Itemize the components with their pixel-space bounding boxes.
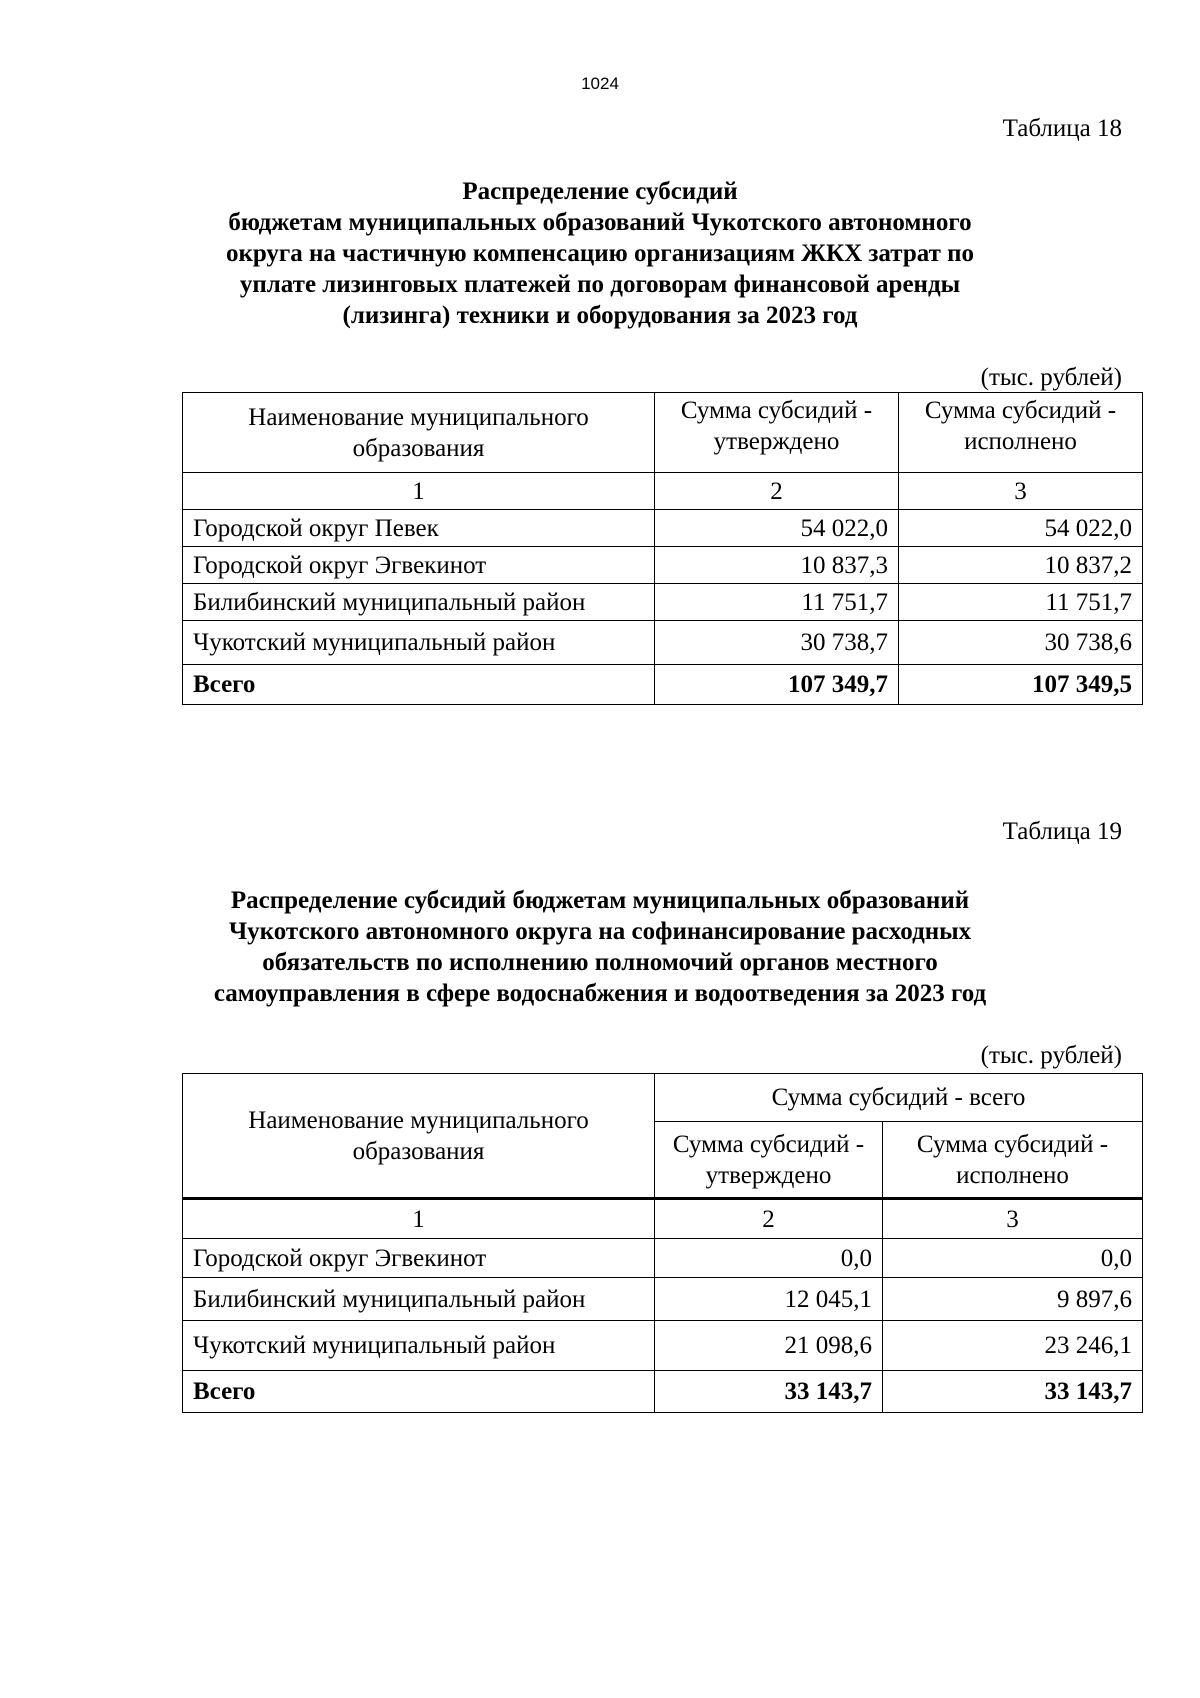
table-18-units: (тыс. рублей) xyxy=(980,364,1122,391)
row-approved: 21 098,6 xyxy=(655,1321,883,1371)
column-number: 1 xyxy=(183,473,655,510)
column-number: 1 xyxy=(183,1199,655,1239)
table-19-title-line: Чукотского автономного округа на софинансирование расходных xyxy=(228,918,972,945)
row-approved: 12 045,1 xyxy=(655,1278,883,1321)
header-approved: Сумма субсидий - утверждено xyxy=(655,1122,883,1199)
table-18-label: Таблица 18 xyxy=(1002,115,1122,142)
table-18-title-line: (лизинга) техники и оборудования за 2023 год xyxy=(342,302,858,329)
total-name: Всего xyxy=(183,665,655,705)
total-executed: 33 143,7 xyxy=(883,1371,1143,1413)
table-row xyxy=(183,621,1143,665)
header-name: Наименование муниципального образования xyxy=(183,393,655,473)
row-executed: 10 837,2 xyxy=(899,547,1143,584)
row-executed: 30 738,6 xyxy=(899,621,1143,665)
table-row xyxy=(183,547,1143,584)
row-name: Городской округ Эгвекинот xyxy=(183,547,655,584)
total-row xyxy=(183,665,1143,705)
header-group: Сумма субсидий - всего xyxy=(655,1074,1143,1122)
row-approved: 10 837,3 xyxy=(655,547,899,584)
row-name: Городской округ Певек xyxy=(183,510,655,547)
row-name: Билибинский муниципальный район xyxy=(183,1278,655,1321)
table-18-title-line: бюджетам муниципальных образований Чукотского автономного xyxy=(228,209,972,236)
row-approved: 30 738,7 xyxy=(655,621,899,665)
table-row xyxy=(183,584,1143,621)
table-18 xyxy=(182,392,1143,705)
table-19-title-line: Распределение субсидий бюджетам муниципальных образований xyxy=(230,887,970,914)
row-approved: 11 751,7 xyxy=(655,584,899,621)
total-name: Всего xyxy=(183,1371,655,1413)
row-name: Чукотский муниципальный район xyxy=(183,621,655,665)
table-19-units: (тыс. рублей) xyxy=(980,1042,1122,1069)
table-19-title-line: самоуправления в сфере водоснабжения и водоотведения за 2023 год xyxy=(213,980,987,1007)
column-number: 3 xyxy=(899,473,1143,510)
table-18-title-line: Распределение субсидий xyxy=(462,178,738,205)
row-name: Билибинский муниципальный район xyxy=(183,584,655,621)
header-approved: Сумма субсидий - утверждено xyxy=(655,393,899,473)
row-approved: 54 022,0 xyxy=(655,510,899,547)
column-number: 2 xyxy=(655,473,899,510)
header-name: Наименование муниципального образования xyxy=(183,1074,655,1199)
row-approved: 0,0 xyxy=(655,1239,883,1278)
page-number: 1024 xyxy=(581,74,619,93)
row-executed: 11 751,7 xyxy=(899,584,1143,621)
table-row xyxy=(183,1321,1143,1371)
table-19-title xyxy=(160,885,1040,1009)
table-row xyxy=(183,510,1143,547)
row-executed: 23 246,1 xyxy=(883,1321,1143,1371)
table-18-title-line: уплате лизинговых платежей по договорам финансовой аренды xyxy=(239,271,961,298)
table-19-title-line: обязательств по исполнению полномочий органов местного xyxy=(262,949,938,976)
total-row xyxy=(183,1371,1143,1413)
table-18-title-line: округа на частичную компенсацию организациям ЖКХ затрат по xyxy=(225,240,975,267)
column-number: 2 xyxy=(655,1199,883,1239)
total-executed: 107 349,5 xyxy=(899,665,1143,705)
table-row xyxy=(183,1278,1143,1321)
row-executed: 0,0 xyxy=(883,1239,1143,1278)
table-19-label: Таблица 19 xyxy=(1002,818,1122,845)
header-executed: Сумма субсидий - исполнено xyxy=(883,1122,1143,1199)
header-row xyxy=(183,1074,1143,1122)
header-row xyxy=(183,393,1143,473)
table-18-title xyxy=(160,176,1040,331)
row-name: Чукотский муниципальный район xyxy=(183,1321,655,1371)
column-number: 3 xyxy=(883,1199,1143,1239)
total-approved: 33 143,7 xyxy=(655,1371,883,1413)
table-19 xyxy=(182,1073,1143,1413)
total-approved: 107 349,7 xyxy=(655,665,899,705)
row-executed: 9 897,6 xyxy=(883,1278,1143,1321)
header-executed: Сумма субсидий - исполнено xyxy=(899,393,1143,473)
column-number-row xyxy=(183,473,1143,510)
row-name: Городской округ Эгвекинот xyxy=(183,1239,655,1278)
column-number-row xyxy=(183,1199,1143,1239)
row-executed: 54 022,0 xyxy=(899,510,1143,547)
table-row xyxy=(183,1239,1143,1278)
